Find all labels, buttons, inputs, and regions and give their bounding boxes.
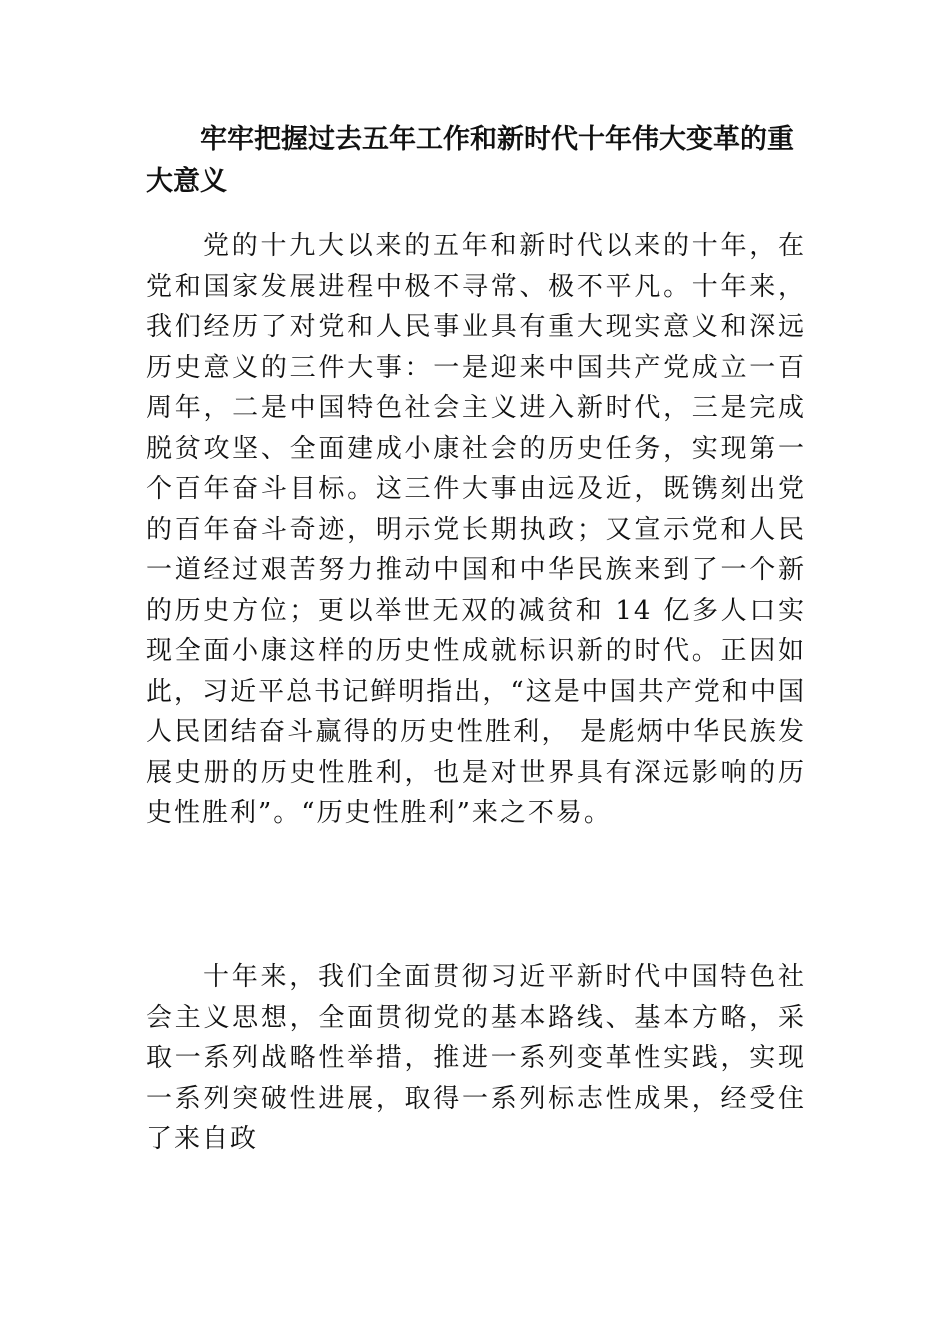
paragraph-1: 党的十九大以来的五年和新时代以来的十年，在党和国家发展进程中极不寻常、极不平凡。十年来，我们经历了对党和人民事业具有重大现实意义和深远历史意义的三件大事：一是迎来中国共产党成立一百周年，二是中国特色社会主义进入新时代，三是完成脱贫攻坚、全面建成小康社会的历史任务，实现第一个百年奋斗目标。这三件大事由远及近，既镌刻出党的百年奋斗奇迹，明示党长期执政；又宣示党和人民一道经过艰苦努力推动中国和中华民族来到了一个新的历史方位；更以举世无双的减贫和 14 亿多人口实现全面小康这样的历史性成就标识新的时代。正因如此，习近平总书记鲜明指出，“这是中国共产党和中国人民团结奋斗赢得的历史性胜利， 是彪炳中华民族发展史册的历史性胜利，也是对世界具有深远影响的历史性胜利”。“历史性胜利”来之不易。 [146, 231, 806, 828]
document-title: 牢牢把握过去五年工作和新时代十年伟大变革的重大意义 [146, 124, 794, 197]
paragraph-2: 十年来，我们全面贯彻习近平新时代中国特色社会主义思想，全面贯彻党的基本路线、基本方略，采取一系列战略性举措，推进一系列变革性实践，实现一系列突破性进展，取得一系列标志性成果，经受住了来自政 [146, 962, 806, 1154]
